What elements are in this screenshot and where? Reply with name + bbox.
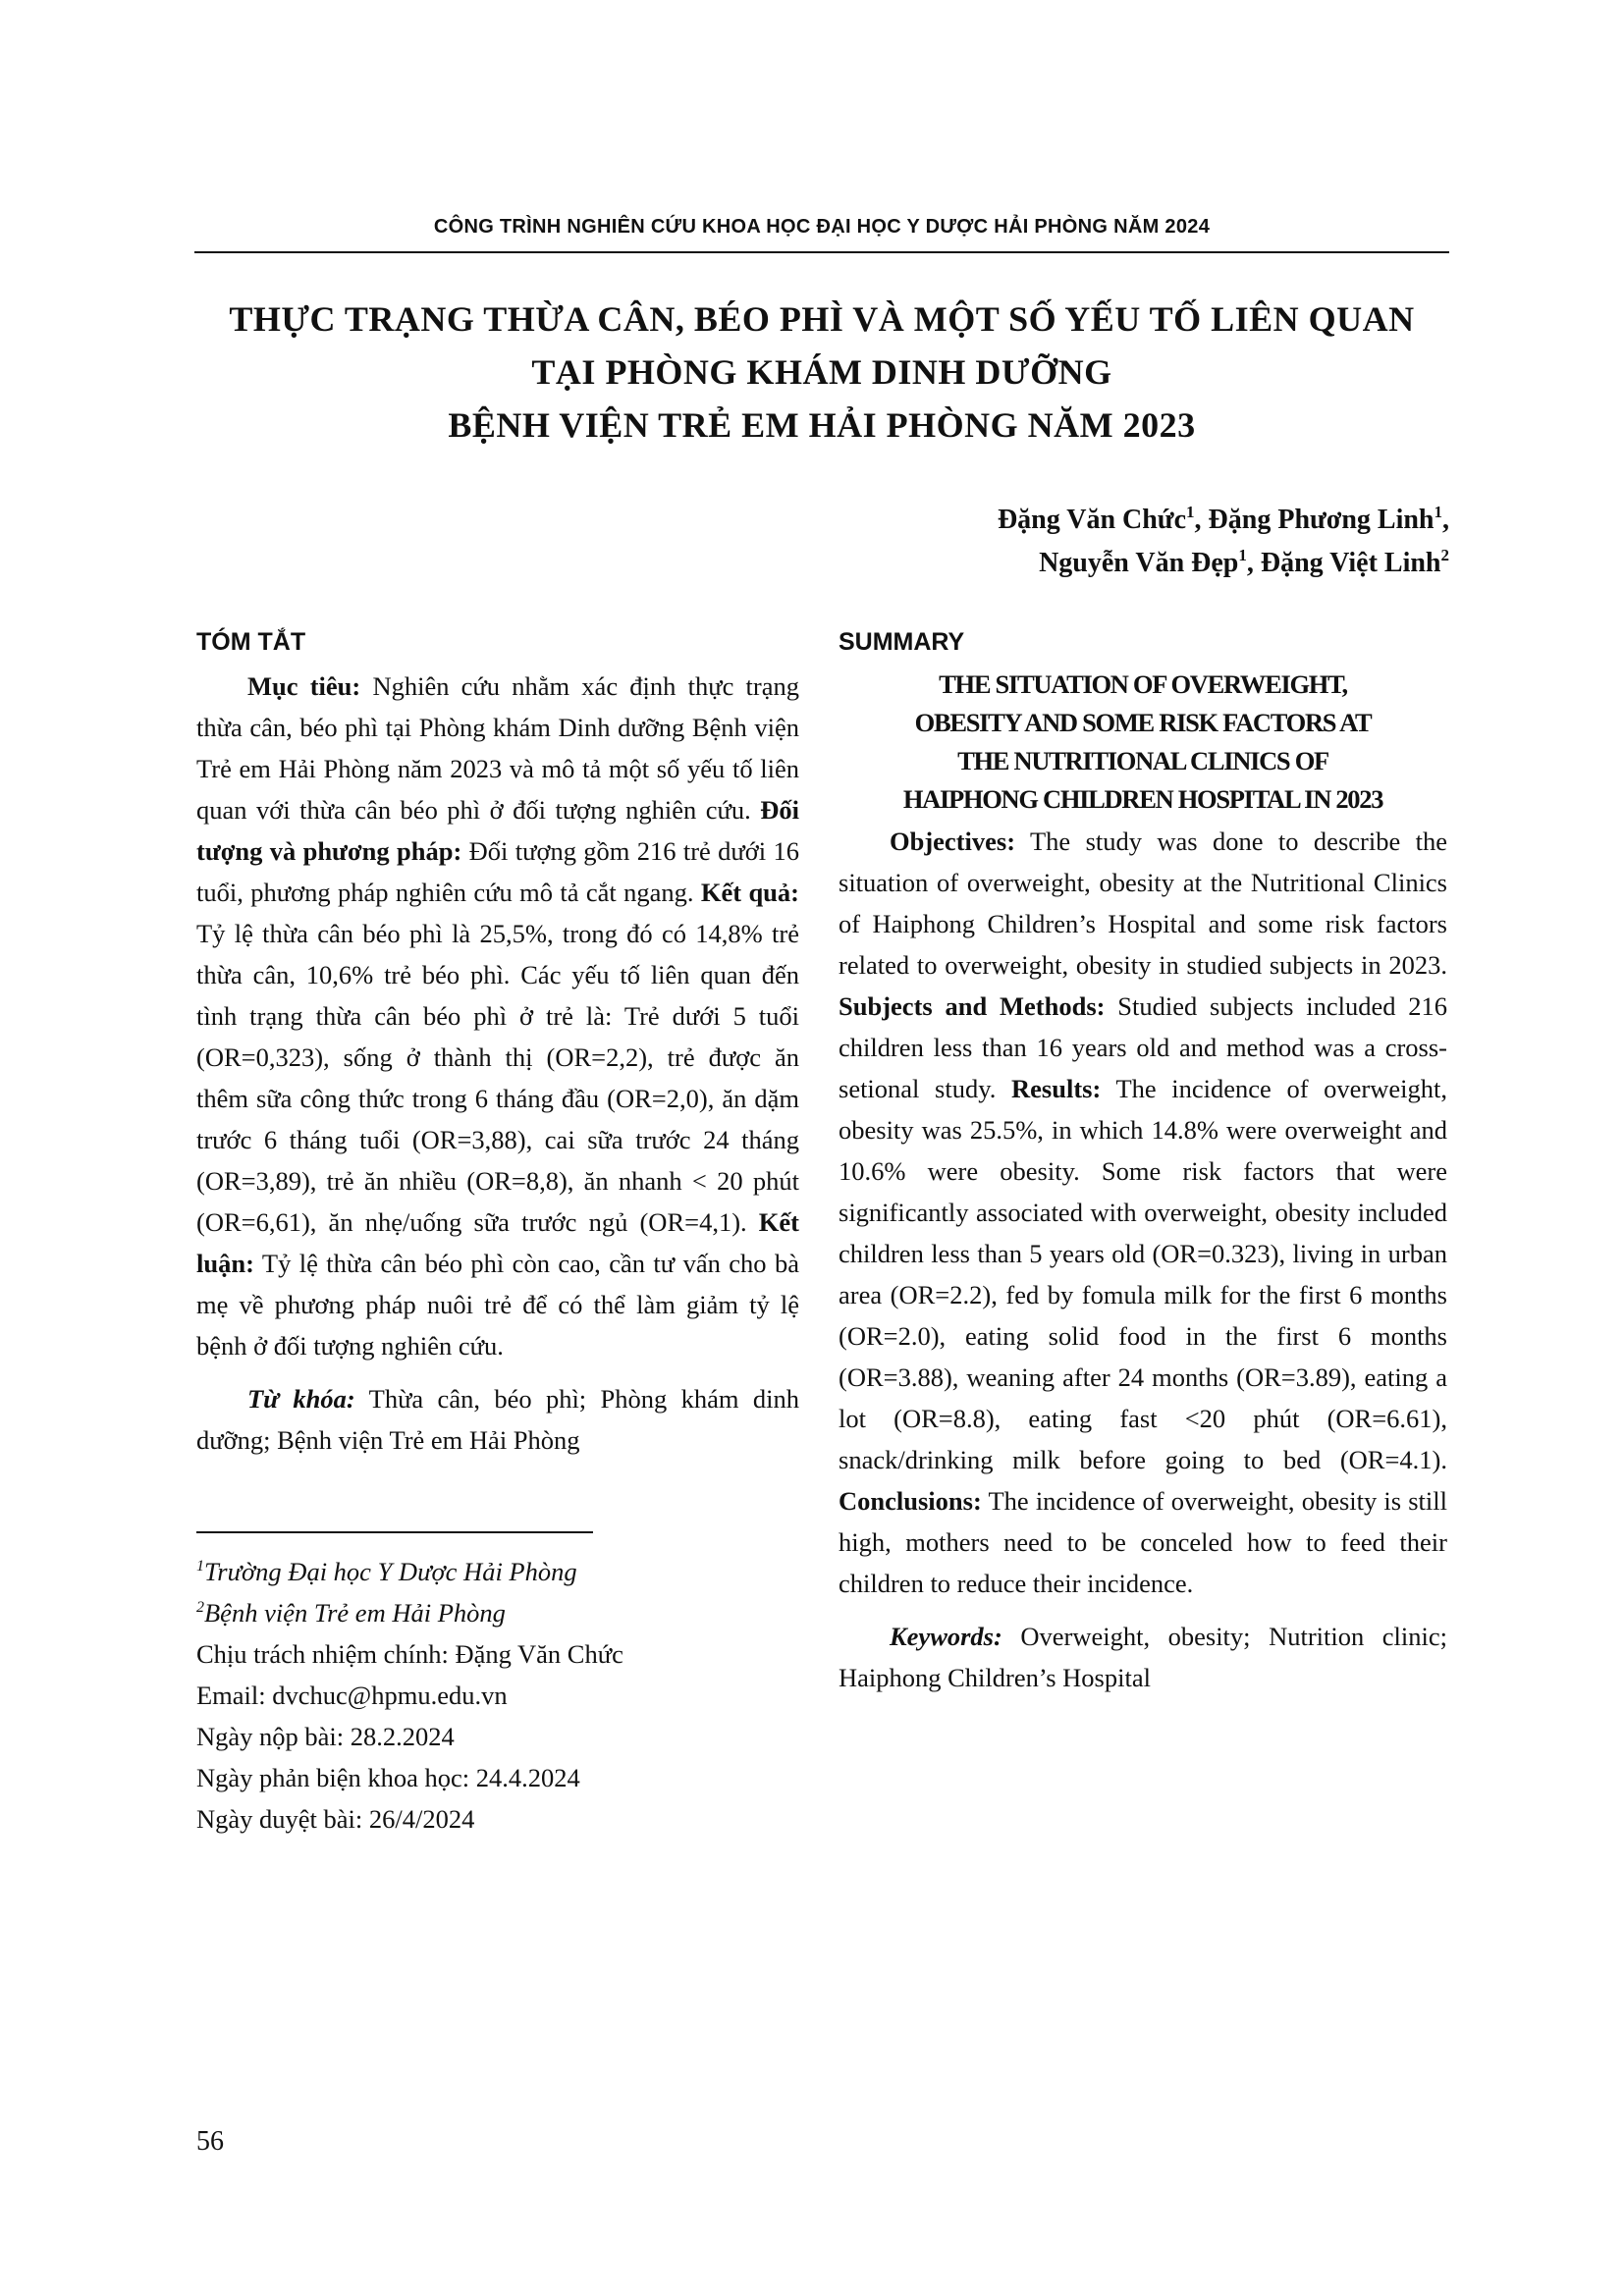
en-keywords-text: Overweight, obesity; Nutrition clinic; Haiphong Children’s Hospital — [839, 1622, 1447, 1692]
author-list — [998, 499, 1449, 585]
en-conclusion-label: Conclusions: — [839, 1486, 982, 1516]
title-line-1: THỰC TRẠNG THỪA CÂN, BÉO PHÌ VÀ MỘT SỐ YẾU TỐ LIÊN QUAN — [229, 299, 1415, 339]
en-keywords — [839, 1616, 1447, 1698]
footnote-responsible-author: Chịu trách nhiệm chính: Đặng Văn Chức — [196, 1639, 623, 1669]
en-objective-label: Objectives: — [890, 827, 1016, 856]
en-objective-text: The study was done to describe the situation of overweight, obesity at the Nutritional Clinics of Haiphong Children’s Hospital and some risk factors related to overweight, obesity in studied subjects in 2023. — [839, 827, 1447, 980]
vietnamese-abstract-column — [196, 624, 799, 1840]
author-affiliation-mark: 1 — [1186, 503, 1195, 521]
header-rule — [194, 251, 1449, 253]
author-name: Đặng Phương Linh — [1208, 505, 1435, 535]
vi-keywords-text: Thừa cân, béo phì; Phòng khám dinh dưỡng; Bệnh viện Trẻ em Hải Phòng — [196, 1384, 799, 1455]
footnote-submitted-date: Ngày nộp bài: 28.2.2024 — [196, 1722, 455, 1751]
en-summary-heading: SUMMARY — [839, 628, 965, 656]
en-keywords-label: Keywords: — [890, 1622, 1002, 1651]
english-abstract-column — [839, 624, 1447, 1698]
footnote-email: Email: dvchuc@hpmu.edu.vn — [196, 1681, 508, 1710]
author-name: Đặng Việt Linh — [1260, 548, 1441, 578]
en-article-title — [839, 666, 1447, 819]
en-abstract-body — [839, 821, 1447, 1604]
vi-objective-label: Mục tiêu: — [247, 671, 361, 701]
title-line-3: BỆNH VIỆN TRẺ EM HẢI PHÒNG NĂM 2023 — [448, 405, 1196, 445]
en-results-text: The incidence of overweight, obesity was 25.5%, in which 14.8% were overweight and 10.6% were obesity. Some risk factors that were significantly associated with overweight, obesity included children less than 5 years old (OR=0.323), living in urban area (OR=2.2), fed by fomula milk for the first 6 months (OR=2.0), eating solid food in the first 6 months (OR=3.88), weaning after 24 months (OR=3.89), eating a lot (OR=8.8), eating fast <20 phút (OR=6.61), snack/drinking milk before going to bed (OR=4.1). — [839, 1074, 1447, 1474]
en-conclusion-text: The incidence of overweight, obesity is still high, mothers need to be conceled how to feed their children to reduce their incidence. — [839, 1486, 1447, 1598]
author-affiliation-mark: 1 — [1238, 546, 1247, 564]
vi-conclusion-label: Kết luận: — [196, 1207, 799, 1278]
author-affiliation-mark: 2 — [1440, 546, 1449, 564]
title-line-2: TẠI PHÒNG KHÁM DINH DƯỠNG — [531, 352, 1112, 392]
article-title — [194, 293, 1449, 452]
en-title-line-1: THE SITUATION OF OVERWEIGHT, — [939, 669, 1347, 699]
footnote-affiliation-1: $^1$Trường Đại học Y Dược Hải Phòng — [196, 1557, 577, 1586]
vi-results-label: Kết quả: — [700, 878, 799, 907]
footnote-accepted-date: Ngày duyệt bài: 26/4/2024 — [196, 1804, 475, 1834]
en-title-line-3: THE NUTRITIONAL CLINICS OF — [957, 746, 1328, 775]
vi-abstract-body — [196, 666, 799, 1366]
en-title-line-2: OBESITY AND SOME RISK FACTORS AT — [914, 708, 1372, 737]
page-number: 56 — [196, 2126, 224, 2157]
vi-conclusion-text: Tỷ lệ thừa cân béo phì còn cao, cần tư vấn cho bà mẹ về phương pháp nuôi trẻ để có thể làm giảm tỷ lệ bệnh ở đối tượng nghiên cứu. — [196, 1249, 799, 1361]
vi-results-text: Tỷ lệ thừa cân béo phì là 25,5%, trong đó có 14,8% trẻ thừa cân, 10,6% trẻ béo phì. Các yếu tố liên quan đến tình trạng thừa cân béo phì ở trẻ là: Trẻ dưới 5 tuổi (OR=0,323), sống ở thành thị (OR=2,2), trẻ được ăn thêm sữa công thức trong 6 tháng đầu (OR=2,0), ăn dặm trước 6 tháng tuổi (OR=3,88), cai sữa trước 24 tháng (OR=3,89), trẻ ăn nhiều (OR=8,8), ăn nhanh < 20 phút (OR=6,61), ăn nhẹ/uống sữa trước ngủ (OR=4,1). — [196, 919, 799, 1237]
en-methods-label: Subjects and Methods: — [839, 991, 1106, 1021]
en-title-line-4: HAIPHONG CHILDREN HOSPITAL IN 2023 — [902, 784, 1383, 814]
vi-keywords — [196, 1378, 799, 1461]
author-name: Nguyễn Văn Đẹp — [1039, 548, 1239, 578]
running-head: CÔNG TRÌNH NGHIÊN CỨU KHOA HỌC ĐẠI HỌC Y DƯỢC HẢI PHÒNG NĂM 2024 — [433, 216, 1211, 238]
author-affiliation-mark: 1 — [1434, 503, 1442, 521]
footnote-affiliation-2: $^2$Bệnh viện Trẻ em Hải Phòng — [196, 1598, 506, 1628]
author-line-1: Đặng Văn Chức$^1$, Đặng Phương Linh$^1$, — [997, 503, 1449, 535]
vi-methods-text: Đối tượng gồm 216 trẻ dưới 16 tuổi, phương pháp nghiên cứu mô tả cắt ngang. — [196, 836, 799, 907]
vi-keywords-label: Từ khóa: — [247, 1384, 355, 1414]
author-line-2: Nguyễn Văn Đẹp$^1$, Đặng Việt Linh$^2$ — [1039, 546, 1449, 578]
vi-abstract-heading: TÓM TẮT — [196, 628, 306, 656]
vi-objective-text: Nghiên cứu nhằm xác định thực trạng thừa cân, béo phì tại Phòng khám Dinh dưỡng Bệnh viện Trẻ em Hải Phòng năm 2023 và mô tả một số yếu tố liên quan với thừa cân béo phì ở đối tượng nghiên cứu. — [196, 671, 799, 825]
footnote-reviewed-date: Ngày phản biện khoa học: 24.4.2024 — [196, 1763, 580, 1792]
en-results-label: Results: — [1011, 1074, 1102, 1103]
footnote-rule — [196, 1531, 593, 1533]
en-methods-text: Studied subjects included 216 children less than 16 years old and method was a cross-setional study. — [839, 991, 1447, 1103]
author-name: Đặng Văn Chức — [997, 505, 1187, 535]
vi-methods-label: Đối tượng và phương pháp: — [196, 795, 799, 866]
